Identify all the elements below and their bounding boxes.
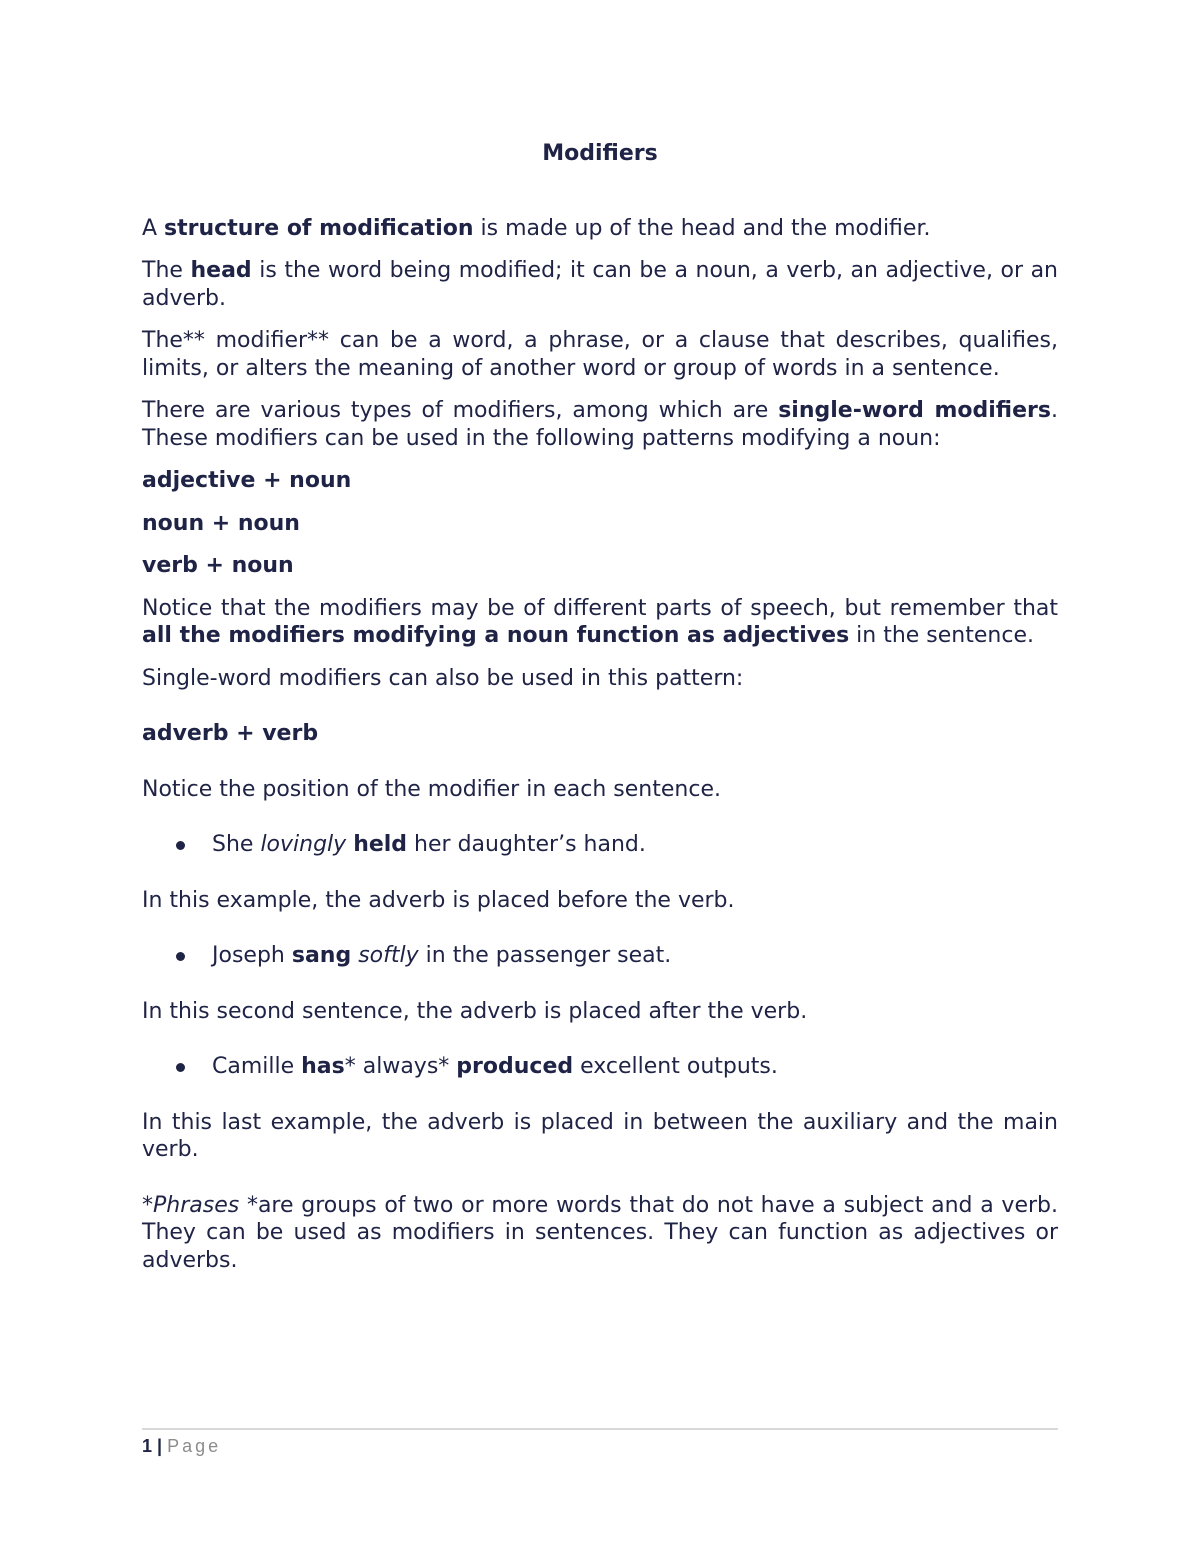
text: The — [142, 258, 191, 283]
list-item — [142, 942, 1058, 970]
italic-word: lovingly — [260, 832, 347, 857]
text: * — [142, 1192, 153, 1218]
text: Camille — [212, 1054, 302, 1079]
bold-term: single-word modifiers — [778, 398, 1051, 423]
paragraph-structure — [142, 215, 1058, 243]
page-number: 1 — [142, 1436, 153, 1456]
text: *are groups of two or more words that do not have a subject and a verb. They can be used as modifiers in sentences. They can function as adjectives or adverbs. — [142, 1192, 1058, 1273]
bullet-icon — [176, 1063, 185, 1072]
bold-word: has — [301, 1054, 345, 1079]
example-list-1 — [142, 831, 1058, 859]
paragraph-single-word: Single-word modifiers can also be used in this pattern: — [142, 665, 744, 691]
list-item — [142, 1053, 1058, 1081]
bold-word: produced — [456, 1054, 574, 1079]
text: is made up of the head and the modifier. — [473, 215, 931, 241]
footer-separator: | — [152, 1436, 168, 1456]
text: A — [142, 215, 165, 241]
italic-word: softly — [358, 943, 419, 968]
example-list-2 — [142, 942, 1058, 970]
pattern-noun-noun: noun + noun — [142, 510, 300, 536]
bullet-icon — [176, 952, 185, 961]
text: Notice that the modifiers may be of different parts of speech, but remember that — [142, 595, 1058, 621]
text: is the word being modified; it can be a noun, a verb, an adjective, or an adverb. — [142, 258, 1058, 311]
paragraph-example-1: In this example, the adverb is placed before the verb. — [142, 887, 735, 913]
text: There are various types of modifiers, among which are — [142, 398, 779, 423]
text: her daughter’s hand. — [407, 832, 646, 857]
pattern-adverb-verb: adverb + verb — [142, 721, 319, 746]
paragraph-phrases — [142, 1192, 1058, 1275]
italic-word: Phrases — [153, 1192, 240, 1218]
pattern-adjective-noun: adjective + noun — [142, 468, 352, 493]
paragraph-head — [142, 257, 1058, 312]
paragraph-example-2: In this second sentence, the adverb is placed after the verb. — [142, 998, 808, 1024]
text: She — [212, 832, 261, 857]
paragraph-example-3: In this last example, the adverb is placed in between the auxiliary and the main verb. — [142, 1109, 1058, 1162]
paragraph-types — [142, 397, 1058, 452]
paragraph-modifier: The** modifier** can be a word, a phrase, or a clause that describes, qualifies, limits, or alters the meaning of another word or group of words in a sentence. — [142, 328, 1058, 381]
text: in the sentence. — [849, 623, 1034, 648]
list-item — [142, 831, 1058, 859]
bold-term: structure of modification — [164, 215, 474, 241]
pattern-verb-noun: verb + noun — [142, 553, 294, 578]
text: excellent outputs. — [573, 1054, 778, 1079]
page-title: Modifiers — [542, 141, 658, 166]
paragraph-notice — [142, 595, 1058, 650]
bullet-icon — [176, 841, 185, 850]
example-list-3 — [142, 1053, 1058, 1081]
text: . These modifiers can be used in the following patterns modifying a noun: — [142, 398, 1058, 451]
document-body — [142, 140, 1058, 1289]
bold-term: head — [190, 258, 252, 283]
text: * always* — [344, 1054, 457, 1079]
page-footer — [142, 1428, 1058, 1457]
text: Joseph — [212, 943, 292, 968]
bold-word: sang — [291, 943, 352, 968]
bold-term: all the modifiers modifying a noun function as adjectives — [142, 623, 850, 648]
page-label: Page — [167, 1436, 222, 1456]
text: in the passenger seat. — [418, 943, 672, 968]
bold-word: held — [353, 832, 408, 857]
paragraph-position: Notice the position of the modifier in each sentence. — [142, 776, 721, 802]
